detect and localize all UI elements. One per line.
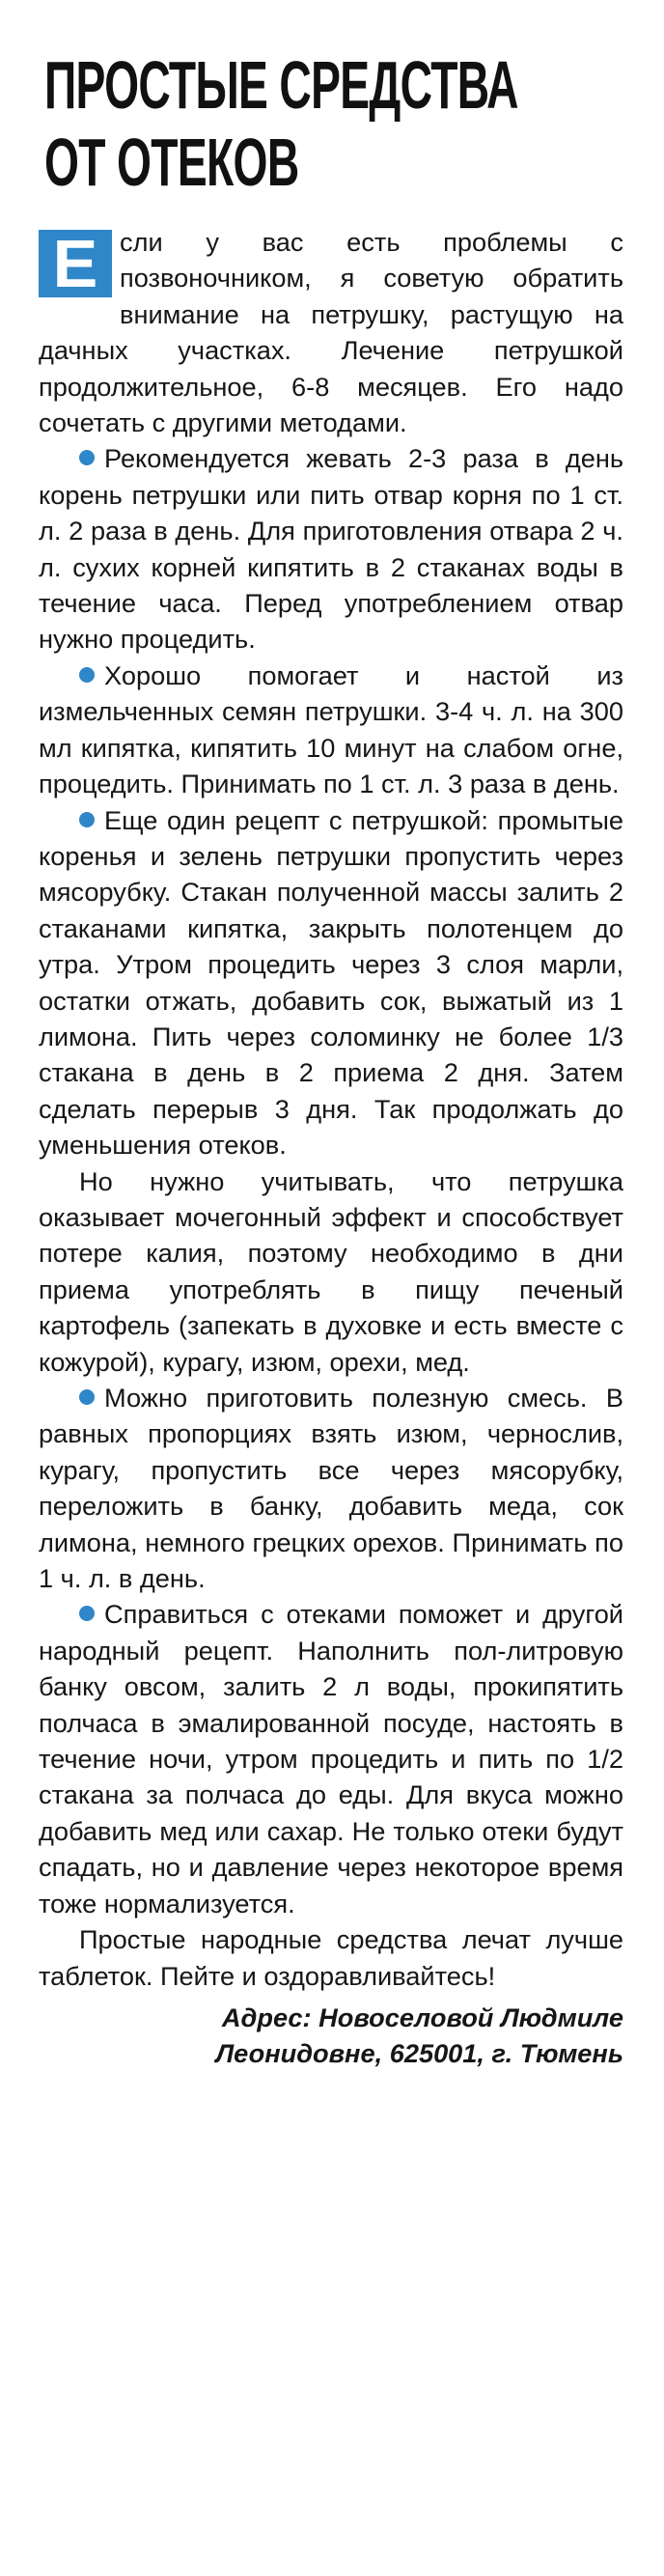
paragraph-parsley-root xyxy=(39,440,623,657)
title-line-1: ПРОСТЫЕ СРЕДСТВА xyxy=(44,47,518,123)
bullet-icon xyxy=(79,1606,95,1621)
paragraph-closing: Простые народные средства лечат лучше таблеток. Пейте и оздоравливайтесь! xyxy=(39,1924,623,1991)
signature-line-1: Адрес: Новоселовой Людмиле xyxy=(221,2002,623,2032)
bullet-icon xyxy=(79,450,95,465)
paragraph-text: Еще один рецепт с петрушкой: промытые коренья и зелень петрушки пропустить через мясорубку. Стакан полученной массы залить 2 стаканами кипятка, закрыть полотенцем до утра. Утром процедить через 3 слоя марли, остатки отжать, добавить сок, выжатый из 1 лимона. Пить через соломинку не более 1/3 стакана в день в 2 приема 2 дня. Затем сделать перерыв 3 дня. Так продолжать до уменьшения отеков. xyxy=(39,804,623,1161)
paragraph-parsley-recipe xyxy=(39,802,623,1163)
author-signature xyxy=(39,2000,623,2072)
paragraph-dried-fruit-mix xyxy=(39,1380,623,1596)
paragraph-potassium-warning: Но нужно учитывать, что петрушка оказывает мочегонный эффект и способствует потере калия, поэтому необходимо в дни приема употреблять в пищу печеный картофель (запекать в духовке и есть вместе с кожурой), курагу, изюм, орехи, мед. xyxy=(39,1165,623,1377)
intro-paragraph xyxy=(39,224,623,440)
paragraph-text: Хорошо помогает и настой из измельченных семян петрушки. 3-4 ч. л. на 300 мл кипятка, кипятить 10 минут на слабом огне, процедить. Принимать по 1 ст. л. 3 раза в день. xyxy=(39,659,623,799)
paragraph-text: Рекомендуется жевать 2-3 раза в день корень петрушки или пить отвар корня по 1 ст. л. 2 раза в день. Для приготовления отвара 2 ч. л. сухих корней кипятить в 2 стаканах воды в течение часа. Перед употреблением отвар нужно процедить. xyxy=(39,443,623,655)
bullet-icon xyxy=(79,1389,95,1405)
paragraph-parsley-seeds xyxy=(39,658,623,802)
paragraph-text: Справиться с отеками поможет и другой народный рецепт. Наполнить пол-литровую банку овсом, залить 2 л воды, прокипятить полчаса в эмалированной посуде, настоять в течение ночи, утром процедить и пить по 1/2 стакана за полчаса до еды. Для вкуса можно добавить мед или сахар. Не только отеки будут спадать, но и давление через некоторое время тоже нормализуется. xyxy=(39,1599,623,1918)
signature-line-2: Леонидовне, 625001, г. Тюмень xyxy=(215,2038,623,2069)
paragraph-text: Можно приготовить полезную смесь. В равных пропорциях взять изюм, чернослив, курагу, пропустить все через мясорубку, переложить в банку, добавить меда, сок лимона, немного грецких орехов. Принимать по 1 ч. л. в день. xyxy=(39,1383,623,1594)
intro-text: сли у вас есть проблемы с позвоночником, я советую обратить внимание на петрушку, растущую на дачных участках. Лечение петрушкой продолжительное, 6-8 месяцев. Его надо сочетать с другими методами. xyxy=(39,227,623,438)
article-body xyxy=(39,224,623,2072)
article-title xyxy=(44,46,518,201)
bullet-icon xyxy=(79,667,95,683)
title-line-2: ОТ ОТЕКОВ xyxy=(44,125,299,200)
bullet-icon xyxy=(79,812,95,827)
drop-cap: Е xyxy=(39,230,112,297)
paragraph-oat-recipe xyxy=(39,1596,623,1921)
